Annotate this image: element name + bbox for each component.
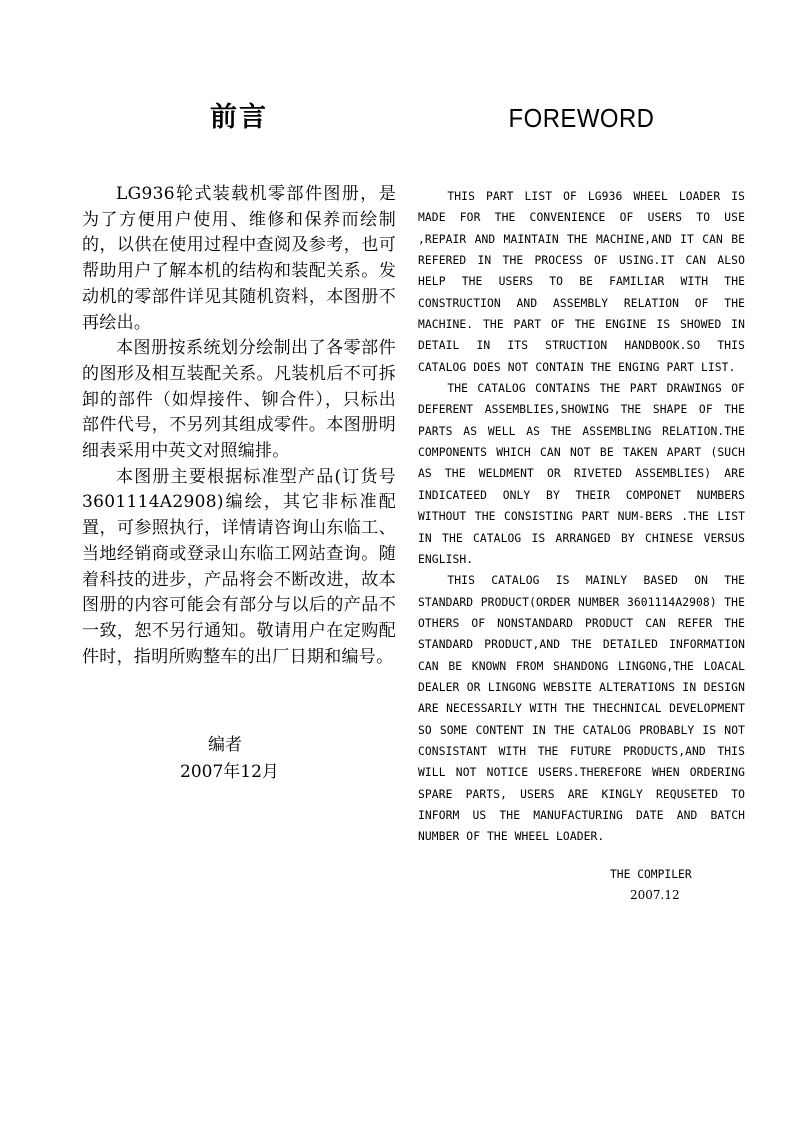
chinese-date: 2007年12月	[180, 762, 279, 783]
english-paragraph-1: THIS PART LIST OF LG936 WHEEL LOADER IS MADE FOR THE CONVENIENCE OF USERS TO USE ,REPAIR AND MAINTAIN THE MACHINE,AND IT CAN BE REFERED IN THE PROCESS OF USING.IT CAN ALSO HELP THE USERS TO BE FAMILIAR WITH THE CONSTRUCTION AND ASSEMBLY RELATION OF THE MACHINE. THE PART OF THE ENGINE IS SHOWED IN DETAIL IN ITS STRUCTION HANDBOOK.SO THIS CATALOG DOES NOT CONTAIN THE ENGING PART LIST.	[418, 190, 745, 374]
chinese-paragraph-1: LG936轮式装载机零部件图册，是为了方便用户使用、维修和保养而绘制的，以供在使用过程中查阅及参考，也可帮助用户了解本机的结构和装配关系。发动机的零部件详见其随机资料，本图册不再绘出。	[82, 184, 396, 333]
chinese-paragraph-3: 本图册主要根据标准型产品(订货号3601114A2908)编绘，其它非标准配置，可参照执行，详情请咨询山东临工、当地经销商或登录山东临工网站查询。随着科技的进步，产品将会不断改进，故本图册的内容可能会有部分与以后的产品不一致，恕不另行通知。敬请用户在定购配件时，指明所购整车的出厂日期和编号。	[82, 466, 396, 667]
english-paragraph-2: THE CATALOG CONTAINS THE PART DRAWINGS OF DEFERENT ASSEMBLIES,SHOWING THE SHAPE OF THE PARTS AS WELL AS THE ASSEMBLING RELATION.THE COMPONENTS WHICH CAN NOT BE TAKEN APART (SUCH AS THE WELDMENT OR RIVETED ASSEMBLIES) ARE INDICATEED ONLY BY THEIR COMPONET NUMBERS WITHOUT THE CONSISTING PART NUM-BERS .THE LIST IN THE CATALOG IS ARRANGED BY CHINESE VERSUS ENGLISH.	[418, 382, 745, 566]
english-title: FOREWORD	[508, 103, 655, 133]
english-paragraph-3: THIS CATALOG IS MAINLY BASED ON THE STANDARD PRODUCT(ORDER NUMBER 3601114A2908) THE OTHERS OF NONSTANDARD PRODUCT CAN REFER THE STANDARD PRODUCT,AND THE DETAILED INFORMATION CAN BE KNOWN FROM SHANDONG LINGONG,THE LOACAL DEALER OR LINGONG WEBSITE ALTERATIONS IN DESIGN ARE NECESSARILY WITH THE THECHNICAL DEVELOPMENT SO SOME CONTENT IN THE CATALOG PROBABLY IS NOT CONSISTANT WITH THE FUTURE PRODUCTS,AND THIS WILL NOT NOTICE USERS.THEREFORE WHEN ORDERING SPARE PARTS, USERS ARE KINGLY REQUSETED TO INFORM US THE MANUFACTURING DATE AND BATCH NUMBER OF THE WHEEL LOADER.	[418, 574, 745, 844]
chinese-compiler: 编者	[208, 735, 242, 756]
english-compiler: THE COMPILER	[610, 867, 692, 881]
chinese-paragraph-2: 本图册按系统划分绘制出了各零部件的图形及相互装配关系。凡装机后不可拆卸的部件（如焊接件、铆合件），只标出部件代号，不另列其组成零件。本图册明细表采用中英文对照编排。	[82, 338, 396, 462]
english-date: 2007.12	[630, 887, 680, 902]
chinese-foreword-column	[82, 96, 396, 786]
chinese-signature-block	[82, 732, 396, 786]
chinese-title: 前言	[210, 102, 268, 133]
english-signature-block	[418, 864, 745, 906]
english-foreword-column	[418, 96, 745, 906]
